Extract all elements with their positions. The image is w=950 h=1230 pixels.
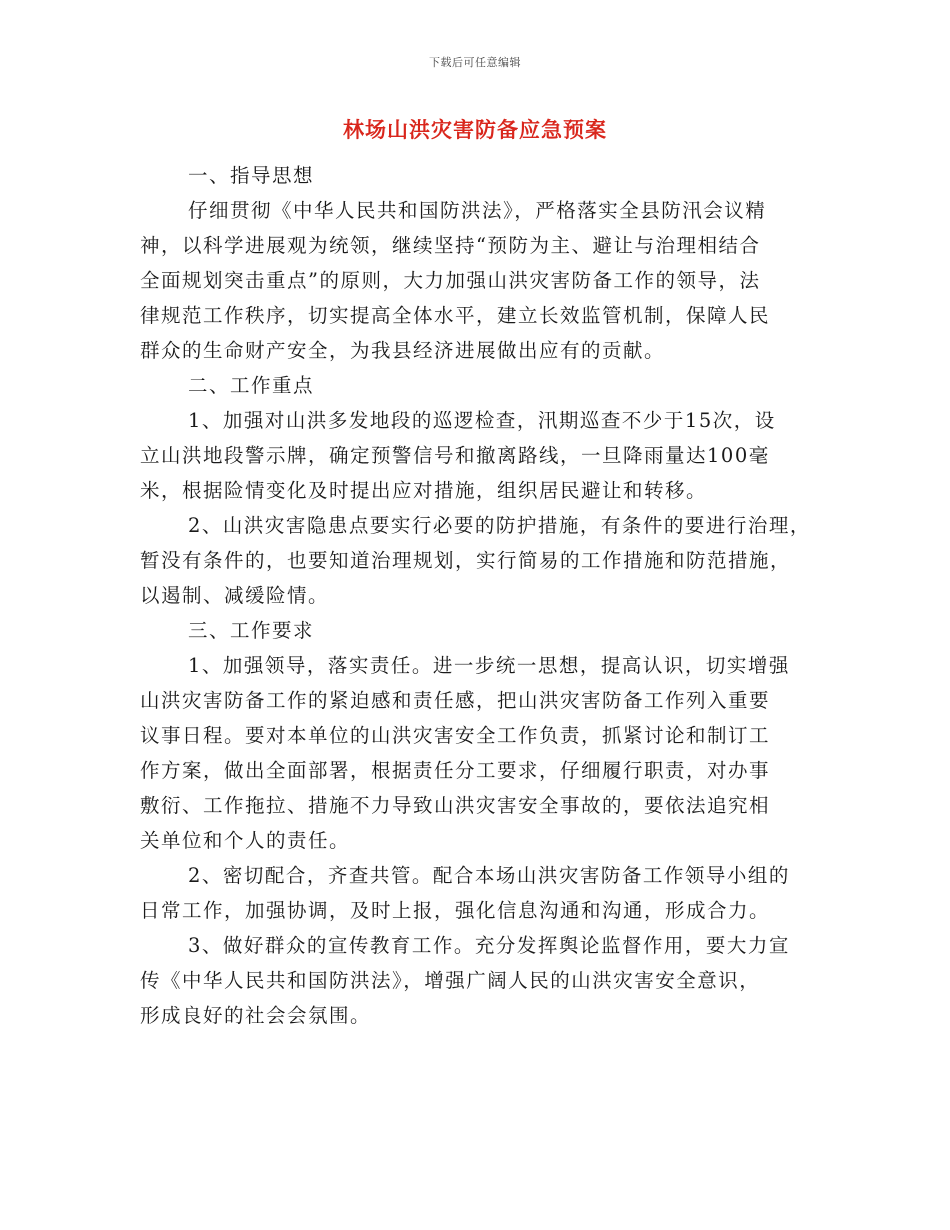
paragraph-line: 日常工作，加强协调，及时上报，强化信息沟通和沟通，形成合力。: [140, 899, 771, 922]
paragraph-line: 2、山洪灾害隐患点要实行必要的防护措施，有条件的要进行治理，: [188, 514, 811, 537]
paragraph-line: 关单位和个人的责任。: [140, 829, 351, 852]
paragraph-line: 全面规划突击重点”的原则，大力加强山洪灾害防备工作的领导，法: [140, 269, 761, 292]
paragraph-line: 议事日程。要对本单位的山洪灾害安全工作负责，抓紧讨论和制订工: [140, 724, 771, 747]
paragraph-line: 1、加强领导，落实责任。进一步统一思想，提高认识，切实增强: [188, 654, 790, 677]
paragraph-line: 3、做好群众的宣传教育工作。充分发挥舆论监督作用，要大力宣: [188, 934, 790, 957]
paragraph-line: 立山洪地段警示牌，确定预警信号和撤离路线，一旦降雨量达100毫: [140, 444, 770, 467]
paragraph-line: 形成良好的社会会氛围。: [140, 1004, 372, 1027]
section-heading: 一、指导思想: [188, 164, 315, 187]
paragraph-line: 传《中华人民共和国防洪法》，增强广阔人民的山洪灾害安全意识，: [140, 969, 761, 992]
header-note: 下载后可任意编辑: [429, 56, 521, 69]
paragraph-line: 敷衍、工作拖拉、措施不力导致山洪灾害安全事故的，要依法追究相: [140, 794, 771, 817]
document-body: [140, 158, 820, 1033]
document-title: 林场山洪灾害防备应急预案: [343, 117, 607, 142]
paragraph-line: 仔细贯彻《中华人民共和国防洪法》，严格落实全县防汛会议精: [188, 199, 767, 222]
paragraph-line: 群众的生命财产安全，为我县经济进展做出应有的贡献。: [140, 339, 666, 362]
section-heading: 二、工作重点: [188, 374, 315, 397]
paragraph-line: 以遏制、减缓险情。: [140, 584, 330, 607]
paragraph-line: 作方案，做出全面部署，根据责任分工要求，仔细履行职责，对办事: [140, 759, 771, 782]
section-heading: 三、工作要求: [188, 619, 315, 642]
paragraph-line: 律规范工作秩序，切实提高全体水平，建立长效监管机制，保障人民: [140, 304, 771, 327]
paragraph-line: 暂没有条件的，也要知道治理规划，实行简易的工作措施和防范措施，: [140, 549, 792, 572]
paragraph-line: 2、密切配合，齐查共管。配合本场山洪灾害防备工作领导小组的: [188, 864, 790, 887]
paragraph-line: 米，根据险情变化及时提出应对措施，组织居民避让和转移。: [140, 479, 708, 502]
paragraph-line: 1、加强对山洪多发地段的巡逻检查，汛期巡查不少于15次，设: [188, 409, 776, 432]
paragraph-line: 神，以科学进展观为统领，继续坚持“预防为主、避让与治理相结合: [140, 234, 761, 257]
paragraph-line: 山洪灾害防备工作的紧迫感和责任感，把山洪灾害防备工作列入重要: [140, 689, 771, 712]
